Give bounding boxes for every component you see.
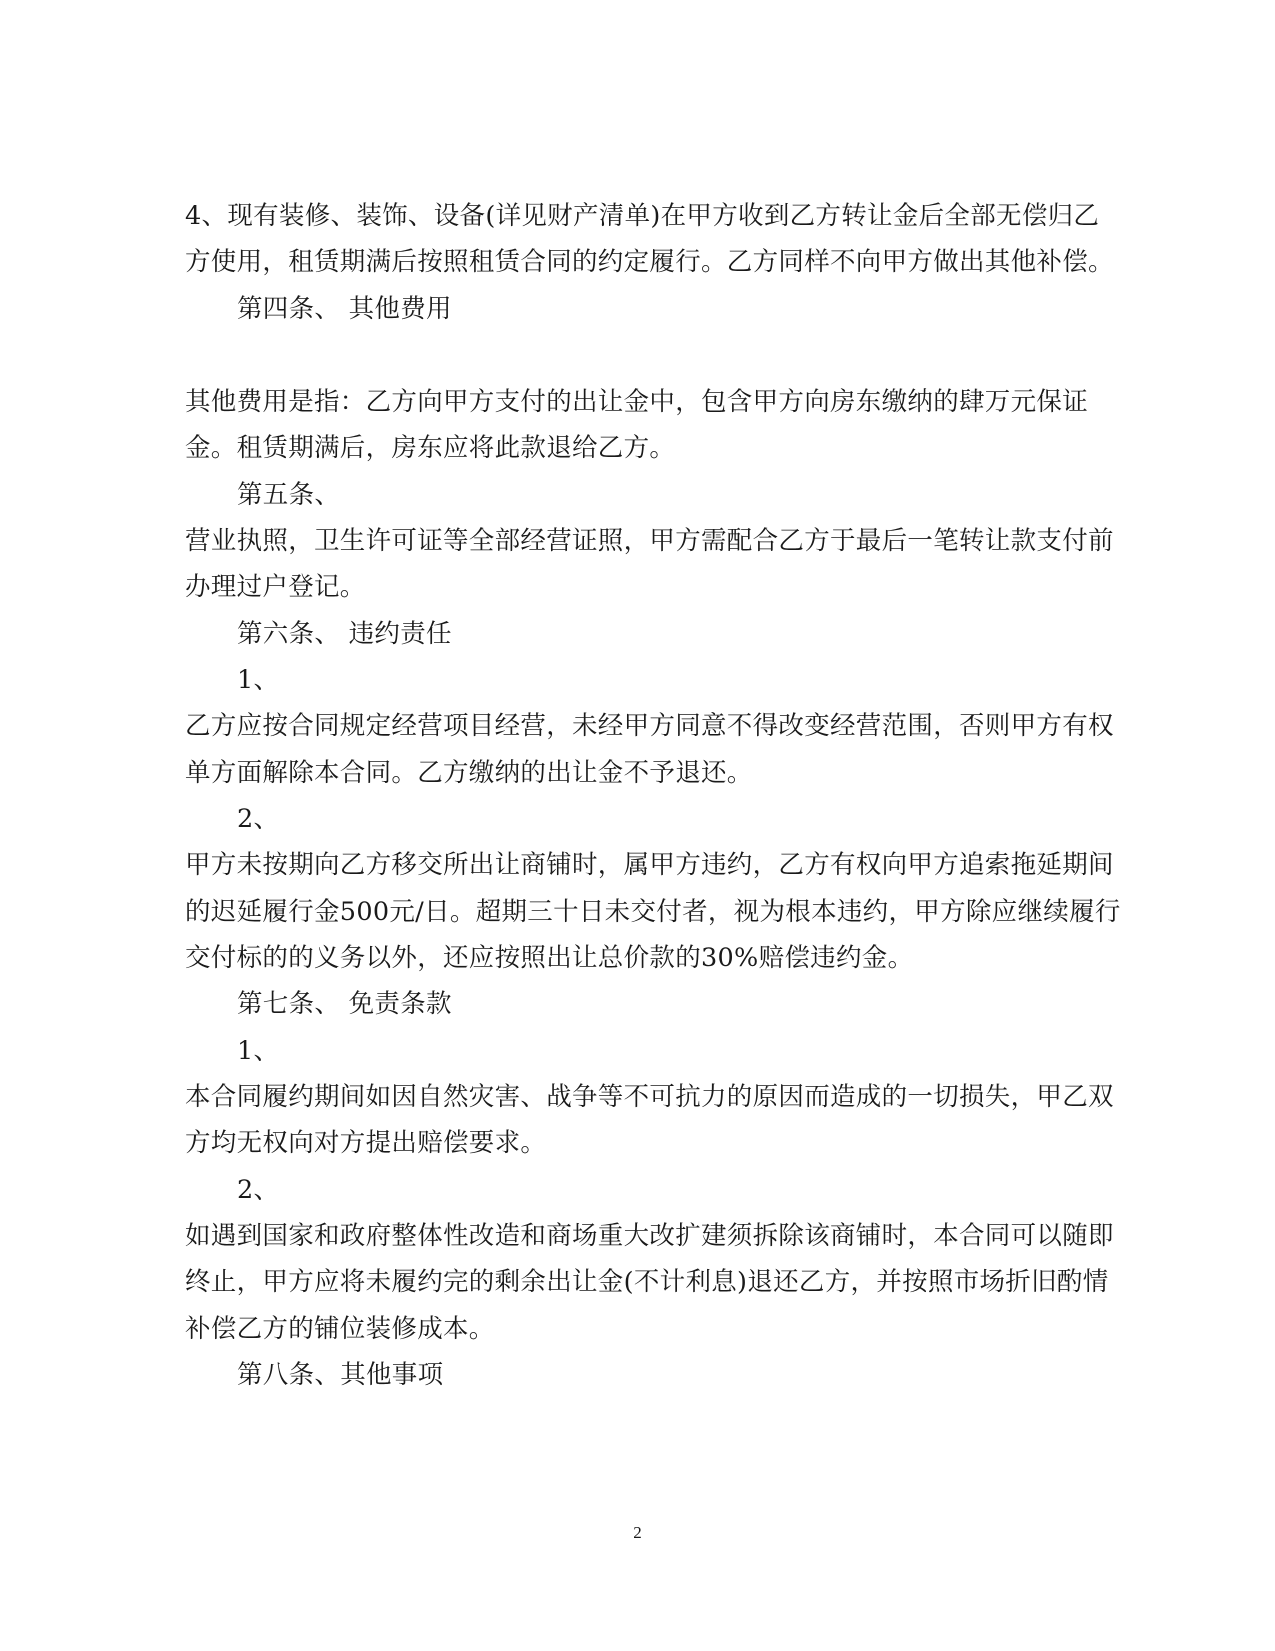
page-number: 2 xyxy=(633,1523,642,1542)
paragraph-line: 其他费用是指：乙方向甲方支付的出让金中，包含甲方向房东缴纳的肆万元保证 xyxy=(185,387,1089,417)
section-heading: 第四条、 其他费用 xyxy=(237,294,452,324)
section-heading: 第七条、 免责条款 xyxy=(237,989,452,1019)
paragraph-line: 办理过户登记。 xyxy=(185,572,366,602)
item-number: 2、 xyxy=(237,1175,280,1205)
paragraph-line: 本合同履约期间如因自然灾害、战争等不可抗力的原因而造成的一切损失，甲乙双 xyxy=(185,1082,1114,1112)
paragraph-line: 方使用，租赁期满后按照租赁合同的约定履行。乙方同样不向甲方做出其他补偿。 xyxy=(185,247,1114,277)
paragraph-line: 金。租赁期满后，房东应将此款退给乙方。 xyxy=(185,433,676,463)
paragraph-line: 甲方未按期向乙方移交所出让商铺时，属甲方违约，乙方有权向甲方追索拖延期间 xyxy=(185,850,1114,880)
paragraph-line: 方均无权向对方提出赔偿要求。 xyxy=(185,1128,547,1158)
paragraph-line: 如遇到国家和政府整体性改造和商场重大改扩建须拆除该商铺时，本合同可以随即 xyxy=(185,1221,1114,1251)
item-number: 1、 xyxy=(237,665,280,695)
item-number: 1、 xyxy=(237,1036,280,1066)
section-heading: 第八条、其他事项 xyxy=(237,1360,444,1390)
item-number: 2、 xyxy=(237,804,280,834)
paragraph-line: 4、现有装修、装饰、设备(详见财产清单)在甲方收到乙方转让金后全部无偿归乙 xyxy=(185,201,1100,231)
paragraph-line: 补偿乙方的铺位装修成本。 xyxy=(185,1314,495,1344)
paragraph-line: 终止，甲方应将未履约完的剩余出让金(不计利息)退还乙方，并按照市场折旧酌情 xyxy=(185,1267,1109,1297)
paragraph-line: 乙方应按合同规定经营项目经营，未经甲方同意不得改变经营范围，否则甲方有权 xyxy=(185,711,1114,741)
paragraph-line: 营业执照，卫生许可证等全部经营证照，甲方需配合乙方于最后一笔转让款支付前 xyxy=(185,526,1114,556)
paragraph-line: 交付标的的义务以外，还应按照出让总价款的30%赔偿违约金。 xyxy=(185,943,914,973)
section-heading: 第五条、 xyxy=(237,480,341,510)
paragraph-line: 的迟延履行金500元/日。超期三十日未交付者，视为根本违约，甲方除应继续履行 xyxy=(185,897,1121,927)
section-heading: 第六条、 违约责任 xyxy=(237,619,452,649)
paragraph-line: 单方面解除本合同。乙方缴纳的出让金不予退还。 xyxy=(185,758,753,788)
